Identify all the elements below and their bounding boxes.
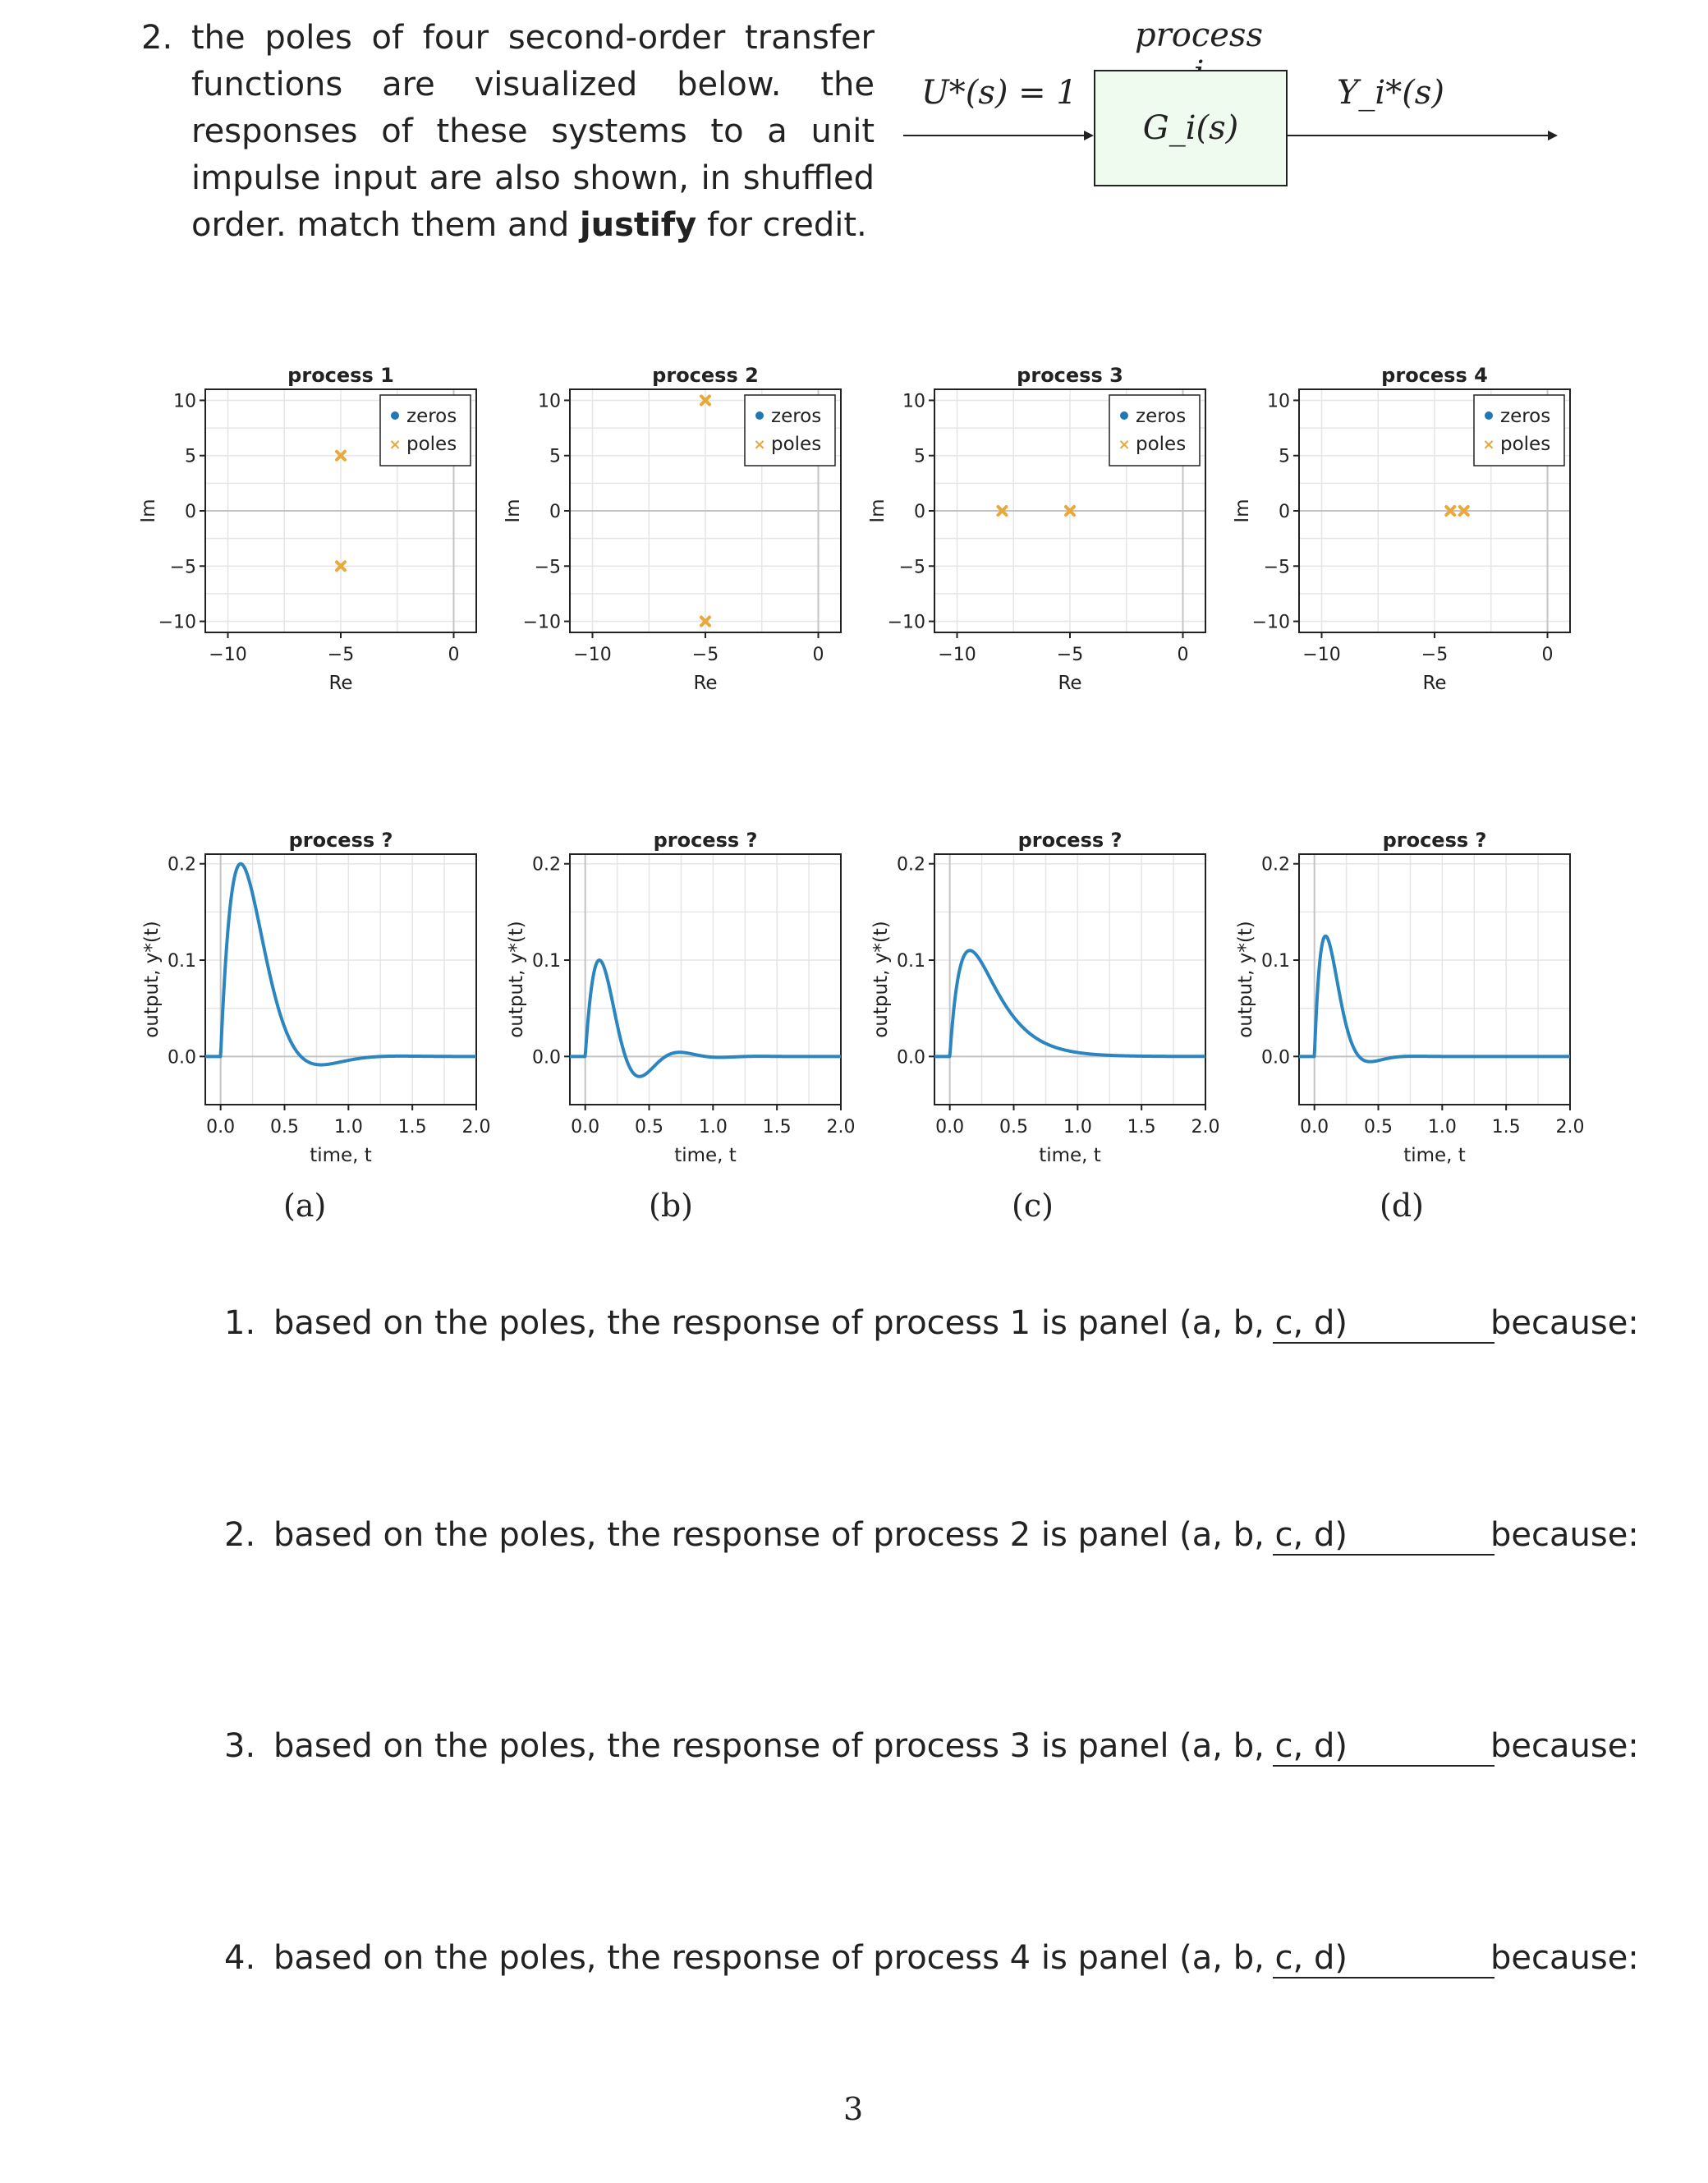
y-tick-label: −10	[1251, 612, 1290, 633]
input-label: U*(s) = 1	[921, 74, 1077, 112]
x-tick-label: 1.5	[397, 1117, 427, 1137]
y-tick-label: 10	[902, 391, 925, 412]
x-tick-label: 1.0	[1427, 1117, 1457, 1137]
because-label: because:	[1490, 1516, 1639, 1554]
x-tick-label: 0.5	[999, 1117, 1029, 1137]
question-3	[224, 1727, 1637, 1765]
question-text: based on the poles, the response of process 2 is panel (a, b, c, d)	[273, 1516, 1348, 1554]
legend-zeros-marker	[1120, 411, 1128, 420]
answer-blank[interactable]	[1273, 1765, 1494, 1767]
x-tick-label: 2.0	[826, 1117, 856, 1137]
x-tick-label: 0	[448, 645, 460, 665]
x-tick-label: 2.0	[1191, 1117, 1220, 1137]
answer-blank[interactable]	[1273, 1977, 1494, 1978]
plot-frame	[1299, 854, 1570, 1105]
y-tick-label: 5	[185, 446, 196, 467]
x-tick-label: 0	[812, 645, 824, 665]
y-tick-label: 0	[1279, 502, 1290, 522]
x-tick-label: −5	[1056, 645, 1084, 665]
plot-title: process 1	[287, 364, 394, 387]
y-axis-label: Im	[503, 499, 524, 523]
x-tick-label: −10	[573, 645, 612, 665]
y-tick-label: −5	[169, 557, 196, 578]
answer-blank[interactable]	[1273, 1342, 1494, 1344]
because-label: because:	[1490, 1939, 1639, 1977]
block-label: G_i(s)	[1142, 109, 1239, 147]
legend-zeros-label: zeros	[1136, 406, 1187, 427]
y-tick-label: −10	[158, 612, 196, 633]
y-tick-label: 10	[1267, 391, 1290, 412]
plot-title: process ?	[288, 829, 393, 852]
y-tick-label: 10	[173, 391, 196, 412]
x-axis-label: time, t	[1039, 1145, 1101, 1166]
y-tick-label: 0.0	[532, 1047, 561, 1069]
legend-zeros-marker	[391, 411, 399, 420]
plot-title: process 4	[1381, 364, 1488, 387]
x-tick-label: 2.0	[461, 1117, 491, 1137]
panel-label-d: (d)	[1380, 1188, 1424, 1224]
y-tick-label: −10	[522, 612, 561, 633]
y-tick-label: 0.0	[1261, 1047, 1290, 1069]
block-diagram-title: process	[1135, 16, 1263, 54]
plot-title: process 2	[652, 364, 759, 387]
question-4	[224, 1939, 1637, 1977]
legend-poles-marker: ×	[753, 436, 766, 453]
legend-zeros-label: zeros	[771, 406, 822, 427]
x-axis-label: Re	[1422, 673, 1447, 694]
x-axis-label: time, t	[674, 1145, 737, 1166]
panel-label-b: (b)	[649, 1188, 693, 1224]
question-text: based on the poles, the response of process 1 is panel (a, b, c, d)	[273, 1304, 1348, 1342]
y-tick-label: −5	[534, 557, 561, 578]
y-tick-label: 0	[185, 502, 196, 522]
x-axis-label: time, t	[1403, 1145, 1466, 1166]
legend-zeros-label: zeros	[406, 406, 457, 427]
legend-poles-label: poles	[406, 434, 457, 455]
y-tick-label: 0.1	[532, 951, 561, 972]
panel-label-a: (a)	[283, 1188, 327, 1224]
x-tick-label: −10	[938, 645, 976, 665]
x-tick-label: 1.0	[333, 1117, 363, 1137]
because-label: because:	[1490, 1304, 1639, 1342]
impulse-response-line	[1299, 936, 1570, 1062]
y-tick-label: 0.2	[168, 854, 196, 875]
x-tick-label: 0.5	[635, 1117, 664, 1137]
y-tick-label: 0	[914, 502, 925, 522]
y-tick-label: −5	[1263, 557, 1290, 578]
x-axis-label: Re	[328, 673, 353, 694]
y-tick-label: −5	[898, 557, 925, 578]
y-axis-label: Im	[1232, 499, 1253, 523]
question-2	[224, 1516, 1637, 1554]
because-label: because:	[1490, 1727, 1639, 1765]
x-tick-label: −5	[1421, 645, 1449, 665]
y-tick-label: −10	[887, 612, 925, 633]
y-tick-label: 5	[914, 446, 925, 467]
plot-title: process 3	[1017, 364, 1123, 387]
legend-poles-marker: ×	[1482, 436, 1495, 453]
y-tick-label: 5	[549, 446, 561, 467]
question-text: based on the poles, the response of process 4 is panel (a, b, c, d)	[273, 1939, 1348, 1977]
y-tick-label: 0	[549, 502, 561, 522]
x-axis-label: time, t	[310, 1145, 372, 1166]
x-tick-label: −10	[209, 645, 247, 665]
legend-poles-marker: ×	[1118, 436, 1131, 453]
legend-poles-label: poles	[1136, 434, 1187, 455]
question-1	[224, 1304, 1637, 1342]
problem-text-end: for credit.	[706, 206, 867, 244]
y-axis-label: Im	[867, 499, 888, 523]
output-label: Y_i*(s)	[1337, 74, 1444, 112]
question-text: based on the poles, the response of process 3 is panel (a, b, c, d)	[273, 1727, 1348, 1765]
problem-text: the poles of four second-order transfer functions are visualized below. the responses of these systems to a unit impulse input are also shown, in shuffled order. match them and	[191, 19, 875, 244]
y-axis-label: output, y*(t)	[141, 921, 163, 1038]
x-tick-label: −5	[327, 645, 355, 665]
x-tick-label: 1.5	[1491, 1117, 1521, 1137]
y-axis-label: output, y*(t)	[870, 921, 892, 1038]
legend-zeros-label: zeros	[1500, 406, 1551, 427]
x-tick-label: 0	[1541, 645, 1554, 665]
x-tick-label: 0	[1177, 645, 1189, 665]
x-tick-label: 0.0	[571, 1117, 600, 1137]
x-tick-label: 1.0	[698, 1117, 728, 1137]
plot-frame	[570, 854, 841, 1105]
y-tick-label: 0.2	[897, 854, 925, 875]
x-tick-label: 0.0	[206, 1117, 236, 1137]
x-tick-label: 2.0	[1555, 1117, 1585, 1137]
x-axis-label: Re	[693, 673, 718, 694]
y-axis-label: output, y*(t)	[1235, 921, 1256, 1038]
x-tick-label: −10	[1302, 645, 1341, 665]
x-tick-label: 1.5	[1127, 1117, 1156, 1137]
x-tick-label: −5	[691, 645, 719, 665]
question-number: 3.	[224, 1727, 256, 1765]
legend-poles-marker: ×	[388, 436, 402, 453]
plot-title: process ?	[1382, 829, 1487, 852]
x-axis-label: Re	[1058, 673, 1082, 694]
plot-title: process ?	[1017, 829, 1123, 852]
answer-blank[interactable]	[1273, 1554, 1494, 1556]
x-tick-label: 0.5	[1364, 1117, 1393, 1137]
y-tick-label: 0.0	[897, 1047, 925, 1069]
x-tick-label: 0.0	[1300, 1117, 1329, 1137]
y-tick-label: 0.1	[1261, 951, 1290, 972]
question-number: 1.	[224, 1304, 256, 1342]
y-tick-label: 10	[538, 391, 561, 412]
y-tick-label: 5	[1279, 446, 1290, 467]
x-tick-label: 1.5	[762, 1117, 792, 1137]
panel-label-c: (c)	[1012, 1188, 1054, 1224]
legend-poles-label: poles	[771, 434, 822, 455]
problem-number: 2.	[141, 19, 173, 57]
y-tick-label: 0.1	[897, 951, 925, 972]
impulse-response-line	[205, 864, 476, 1065]
impulse-response-line	[570, 960, 841, 1077]
y-tick-label: 0.1	[168, 951, 196, 972]
y-axis-label: Im	[138, 499, 159, 523]
question-number: 4.	[224, 1939, 256, 1977]
x-tick-label: 0.5	[270, 1117, 300, 1137]
question-number: 2.	[224, 1516, 256, 1554]
plot-frame	[205, 854, 476, 1105]
page-number: 3	[843, 2091, 864, 2127]
x-tick-label: 1.0	[1063, 1117, 1092, 1137]
y-tick-label: 0.2	[532, 854, 561, 875]
y-axis-label: output, y*(t)	[506, 921, 527, 1038]
plot-title: process ?	[653, 829, 758, 852]
legend-poles-label: poles	[1500, 434, 1551, 455]
legend-zeros-marker	[755, 411, 764, 420]
legend-zeros-marker	[1485, 411, 1493, 420]
y-tick-label: 0.2	[1261, 854, 1290, 875]
problem-bold-word: justify	[579, 206, 697, 244]
plot-frame	[934, 854, 1205, 1105]
impulse-response-line	[934, 950, 1205, 1056]
y-tick-label: 0.0	[168, 1047, 196, 1069]
x-tick-label: 0.0	[935, 1117, 965, 1137]
